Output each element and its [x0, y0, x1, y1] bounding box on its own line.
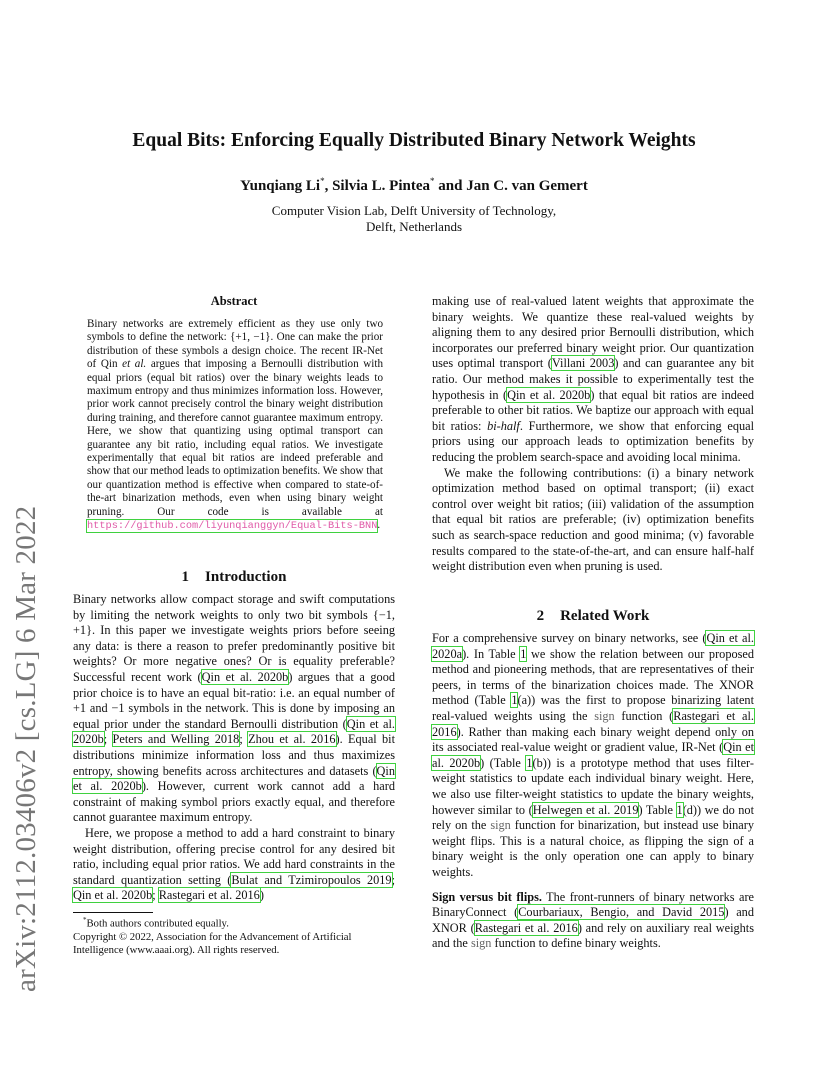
right-column-intro	[432, 294, 754, 575]
paper-title: Equal Bits: Enforcing Equally Distributed Binary Network Weights	[132, 130, 696, 151]
paragraph-run-in-heading: Sign versus bit flips.	[432, 889, 542, 904]
paragraph: making use of real-valued latent weights that approximate the binary weights. We quantize these real-valued weights by aligning them to any desired prior Bernoulli distribution, which incorporates our preferred binary weight prior. Our quantization uses optimal transport (Villani 2003) and can guarantee any bit ratio. Our method makes it possible to experimentally test the hypothesis in (Qin et al. 2020b) that equal bit ratios are indeed preferable to other bit ratios. We baptize our approach with equal bit ratios: bi-half. Furthermore, we show that enforcing equal priors using our approach leads to optimization benefits by reducing the problem search-space and avoiding local minima.	[432, 294, 754, 464]
affiliation: Computer Vision Lab, Delft University of Technology, Delft, Netherlands	[271, 203, 557, 234]
related-work-body	[432, 631, 754, 952]
citation-link[interactable]: Peters and Welling 2018	[112, 732, 240, 747]
citation-link[interactable]: Qin et al. 2020b	[507, 387, 591, 402]
sign-function-term: sign	[594, 708, 615, 723]
paragraph: Sign versus bit flips. The front-runners of binary networks are BinaryConnect (Courbariaux, Bengio, and David 2015) and XNOR (Rastegari et al. 2016) and rely on auxiliary real weights and the sign function to define binary weights.	[432, 889, 755, 951]
section-heading-introduction: 1 Introduction	[181, 569, 287, 585]
copyright-notice: Copyright © 2022, Association for the Advancement of Artificial Intelligence (www.aaai.org). All rights reserved.	[73, 930, 352, 957]
sign-function-term: sign	[490, 818, 511, 833]
author-list: Yunqiang Li*, Silvia L. Pintea* and Jan C. van Gemert	[240, 176, 588, 194]
table-link[interactable]: 1	[526, 755, 533, 770]
citation-link[interactable]: Qin et al. 2020b	[201, 669, 289, 684]
author-name: Silvia L. Pintea	[332, 178, 430, 194]
arxiv-stamp: arXiv:2112.03406v2 [cs.LG] 6 Mar 2022	[10, 505, 42, 992]
citation-link[interactable]: Bulat and Tzimiropoulos 2019	[231, 872, 392, 887]
citation-link[interactable]: Helwegen et al. 2019	[532, 802, 639, 817]
citation-link[interactable]: Qin et al. 2020b	[73, 763, 395, 794]
code-link[interactable]: https://github.com/liyunqianggyn/Equal-Bits-BNN	[87, 520, 378, 533]
table-link[interactable]: 1	[676, 802, 683, 817]
introduction-body	[73, 592, 395, 904]
equal-contrib-mark: *	[430, 176, 435, 186]
citation-link[interactable]: Qin et al. 2020a	[432, 631, 754, 661]
paragraph: For a comprehensive survey on binary networks, see (Qin et al. 2020a). In Table 1 we show the relation between our proposed method and pioneering methods, that are representatives of their peers, in terms of the binarization choices made. The XNOR method (Table 1(a)) was the first to propose binarizing latent real-valued weights using the sign function (Rastegari et al. 2016). Rather than making each binary weight depend only on its associated real-value weight or gradient value, IR-Net (Qin et al. 2020b) (Table 1(b)) is a prototype method that uses filter-weight statistics to update each individual binary weight. Here, we also use filter-weight statistics to update the binary weights, however similar to (Helwegen et al. 2019) Table 1(d)) we do not rely on the sign function for binarization, but instead use binary weight flips. This is a natural choice, as flipping the sign of a binary weight is the only operation one can apply to binary weights.	[432, 631, 755, 879]
paragraph: Binary networks allow compact storage and swift computations by limiting the network weights to only two bit symbols {−1, +1}. In this paper we investigate weights priors before seeing any data: is there a reason to prefer predominantly positive bit weights? Or more negative ones? Or is equality preferable? Successful recent work (Qin et al. 2020b) argues that a good prior choice is to have an equal bit-ratio: i.e. an equal number of +1 and −1 symbols in the network. This is done by imposing an equal prior under the standard Bernoulli distribution (Qin et al. 2020b; Peters and Welling 2018; Zhou et al. 2016). Equal bit distributions minimize information loss and thus maximizes entropy, showing benefits across architectures and datasets (Qin et al. 2020b). However, current work cannot add a hard constraint of making symbol priors exactly equal, and therefore cannot guarantee maximum entropy.	[73, 592, 396, 825]
citation-link[interactable]: Rastegari et al. 2016	[158, 888, 260, 903]
paragraph: Here, we propose a method to add a hard constraint to binary weight distribution, offering precise control for any desired bit ratio, including equal prior ratios. We add hard constraints in the standard quantization setting (Bulat and Tzimiropoulos 2019; Qin et al. 2020b; Rastegari et al. 2016)	[73, 825, 395, 903]
citation-link[interactable]: Courbariaux, Bengio, and David 2015	[518, 905, 725, 920]
footnote: *Both authors contributed equally. Copyright © 2022, Association for the Advancement of Artificial Intelligence (www.aaai.org). All rights reserved.	[73, 914, 395, 958]
citation-link[interactable]: Qin et al. 2020b	[432, 740, 754, 770]
abstract-body: Binary networks are extremely efficient as they use only two symbols to define the network: {+1, −1}. One can make the prior distribution of these symbols a design choice. The recent IR-Net of Qin et al. argues that imposing a Bernoulli distribution with equal priors (equal bit ratios) over the binary weights leads to maximum entropy and thus minimizes information loss. However, prior work cannot precisely control the binary weight distribution during training, and therefore cannot guarantee maximum entropy. Here, we show that quantizing using optimal transport can guarantee any bit ratio, including equal ratios. We investigate experimentally that equal bit ratios are indeed preferable and show that our method leads to optimization benefits. We show that our quantization method is effective when compared to state-of-the-art binarization methods, even when using binary weight pruning. Our code is available at https://github.com/liyunqianggyn/Equal-Bits-BNN.	[87, 318, 384, 533]
citation-link[interactable]: Zhou et al. 2016	[248, 732, 336, 747]
abstract-heading: Abstract	[210, 294, 258, 308]
table-link[interactable]: 1	[511, 693, 518, 708]
equal-contrib-mark: *	[320, 176, 325, 186]
footnote-rule	[73, 912, 153, 913]
citation-link[interactable]: Qin et al. 2020b	[73, 716, 395, 747]
citation-link[interactable]: Villani 2003	[551, 356, 615, 371]
author-name: Jan C. van Gemert	[466, 178, 588, 194]
citation-link[interactable]: Qin et al. 2020b	[73, 888, 153, 903]
author-name: Yunqiang Li	[240, 178, 321, 194]
contributions-paragraph: We make the following contributions: (i) a binary network optimization method based on optimal transport; (ii) exact control over weight bit ratios; (iii) validation of the assumption that equal bit ratios are preferable; (iv) optimization benefits such as search-space reduction and good minima; (v) favorable results compared to the state-of-the-art, and can ensure half-half weight distribution even when pruning is used.	[432, 465, 754, 574]
citation-link[interactable]: Rastegari et al. 2016	[432, 708, 754, 739]
table-link[interactable]: 1	[520, 646, 527, 661]
citation-link[interactable]: Rastegari et al. 2016	[474, 920, 578, 935]
sign-function-term: sign	[470, 936, 492, 951]
section-heading-related-work: 2 Related Work	[536, 608, 650, 624]
